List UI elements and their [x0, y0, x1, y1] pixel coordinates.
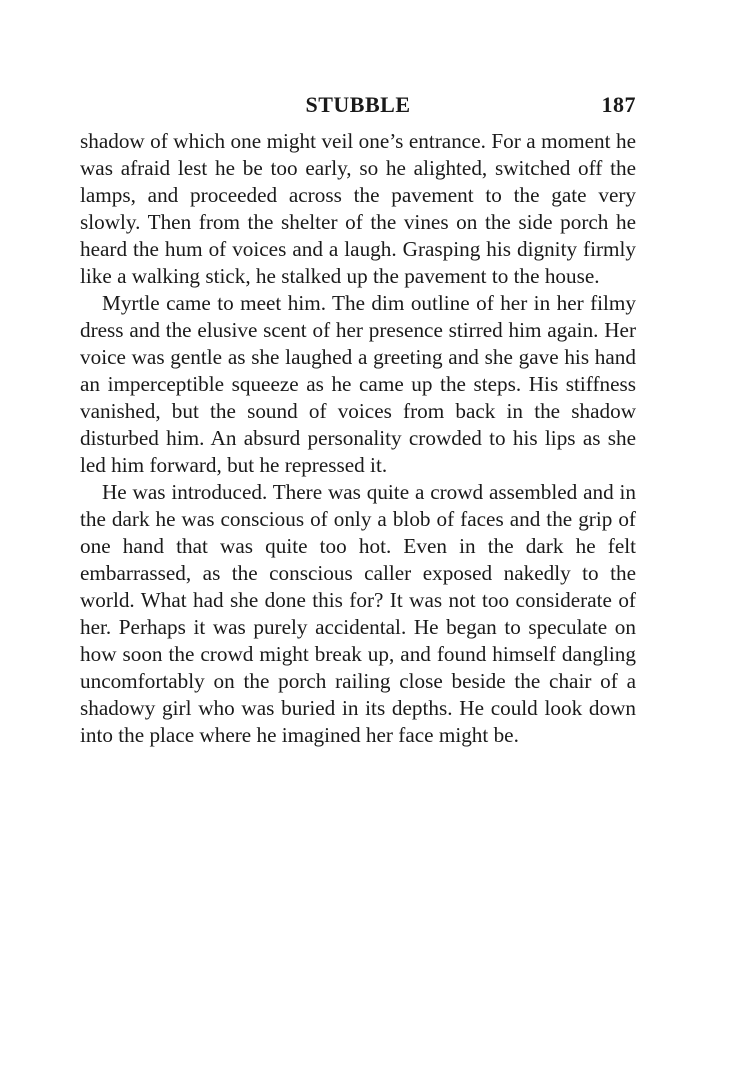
body-text: [80, 128, 636, 749]
running-title: STUBBLE: [305, 92, 411, 117]
paragraph-myrtle: Myrtle came to meet him. The dim outline of her in her filmy dress and the elusive scent of her presence stirred him again. Her voice was gentle as she laughed a greeting and she gave his hand an imperceptible squeeze as he came up the steps. His stiffness vanished, but the sound of voices from back in the shadow disturbed him. An absurd personality crowded to his lips as she led him forward, but he repressed it.: [80, 291, 636, 477]
book-page: [80, 88, 636, 749]
page-number: 187: [601, 92, 636, 117]
paragraph-introduced: He was introduced. There was quite a crowd assembled and in the dark he was conscious of only a blob of faces and the grip of one hand that was quite too hot. Even in the dark he felt embarrassed, as the conscious caller exposed nakedly to the world. What had she done this for? It was not too considerate of her. Perhaps it was purely accidental. He began to speculate on how soon the crowd might break up, and found himself dangling uncomfortably on the porch railing close beside the chair of a shadowy girl who was buried in its depths. He could look down into the place where he imagined her face might be.: [80, 480, 636, 747]
paragraph-continued: shadow of which one might veil one’s entrance. For a moment he was afraid lest he be too early, so he alighted, switched off the lamps, and proceeded across the pavement to the gate very slowly. Then from the shelter of the vines on the side porch he heard the hum of voices and a laugh. Grasping his dignity firmly like a walking stick, he stalked up the pavement to the house.: [80, 129, 636, 288]
running-header: [80, 88, 636, 128]
